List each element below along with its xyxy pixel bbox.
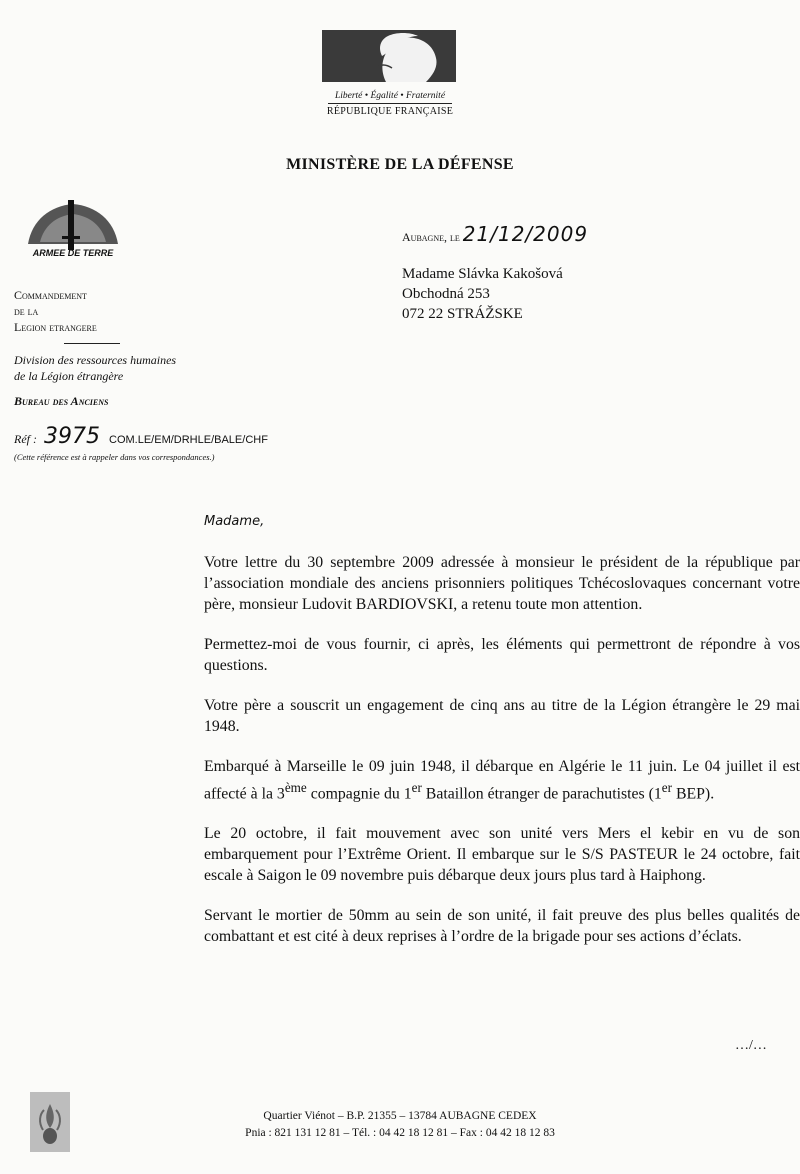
salutation: Madame,: [204, 514, 265, 529]
command-line-1: Commandement: [14, 288, 87, 302]
division-line-2: de la Légion étrangère: [14, 369, 124, 383]
reference-line: [14, 424, 268, 449]
footer-address: [170, 1108, 630, 1142]
command-line-2: de la: [14, 304, 39, 318]
recipient-line-2: Obchodná 253: [402, 286, 490, 302]
division-line-1: Division des ressources humaines: [14, 353, 177, 367]
reference-note: (Cette référence est à rappeler dans vos correspondances.): [14, 452, 215, 462]
continuation-mark: …/…: [735, 1038, 767, 1053]
reference-code: COM.LE/EM/DRHLE/BALE/CHF: [109, 434, 268, 446]
paragraph-1: Votre lettre du 30 septembre 2009 adressée à monsieur le président de la république par l’association mondiale des anciens prisonniers politiques Tchécoslovaques concernant votre père, monsieur Ludovit BARDIOVSKI, a retenu toute mon attention.: [204, 554, 800, 613]
division-block: [14, 352, 176, 384]
paragraph-4-part-d: BEP).: [672, 785, 715, 803]
marianne-emblem-icon: [322, 30, 456, 82]
sender-divider: [64, 343, 120, 344]
legion-grenade-icon: [30, 1092, 70, 1152]
paragraph-4-sup-3: er: [661, 780, 673, 795]
paragraph-3: Votre père a souscrit un engagement de cinq ans au titre de la Légion étrangère le 29 mai 1948.: [204, 697, 800, 735]
paragraph-4-part-c: Bataillon étranger de parachutistes (1: [421, 785, 662, 803]
reference-label: Réf :: [14, 432, 37, 446]
date-line: [402, 222, 588, 246]
paragraph-4-part-b: compagnie du 1: [306, 785, 412, 803]
paragraph-2: Permettez-moi de vous fournir, ci après, les éléments qui permettront de répondre à vos questions.: [204, 636, 800, 674]
date-city: Aubagne, le: [402, 230, 460, 244]
bureau-name: Bureau des Anciens: [14, 394, 109, 408]
ministry-title: MINISTÈRE DE LA DÉFENSE: [286, 156, 514, 173]
paragraph-5: Le 20 octobre, il fait mouvement avec son unité vers Mers el kebir en vu de son embarquement pour l’Extrême Orient. Il embarque sur le S/S PASTEUR le 24 octobre, fait escale à Saigon le 09 novembre puis débarque deux jours plus tard à Haiphong.: [204, 825, 800, 885]
paragraph-4-part-a: Embarqué à Marseille le 09 juin 1948, il débarque en Algérie le 11 juin. Le 04 juillet il est affecté à la 3: [204, 758, 800, 803]
republic-logo: [322, 30, 458, 117]
recipient-line-1: Madame Slávka Kakošová: [402, 266, 563, 282]
recipient-address: [402, 264, 563, 324]
republic-motto: Liberté • Égalité • Fraternité: [334, 91, 446, 101]
paragraph-4-sup-2: er: [411, 780, 422, 795]
paragraph-6: Servant le mortier de 50mm au sein de son unité, il fait preuve des plus belles qualités de combattant et est cité à deux reprises à l’ordre de la brigade pour ses actions d’éclats.: [204, 907, 800, 946]
motto-divider: [328, 103, 452, 104]
republic-name: RÉPUBLIQUE FRANÇAISE: [326, 106, 454, 117]
paragraph-4-sup-1: ème: [284, 780, 307, 795]
command-line-3: Legion etrangere: [14, 320, 97, 334]
footer-line-2: Pnia : 821 131 12 81 – Tél. : 04 42 18 12 81 – Fax : 04 42 18 12 83: [245, 1127, 555, 1139]
recipient-line-3: 072 22 STRÁŽSKE: [402, 306, 523, 322]
command-block: [14, 287, 97, 335]
reference-number: 3975: [44, 424, 100, 449]
paragraph-4: [204, 756, 800, 804]
army-logo-label: ARMEE DE TERRE: [32, 248, 114, 258]
footer-line-1: Quartier Viénot – B.P. 21355 – 13784 AUBAGNE CEDEX: [263, 1110, 537, 1122]
date-value: 21/12/2009: [462, 222, 589, 246]
letter-body: [204, 552, 800, 966]
